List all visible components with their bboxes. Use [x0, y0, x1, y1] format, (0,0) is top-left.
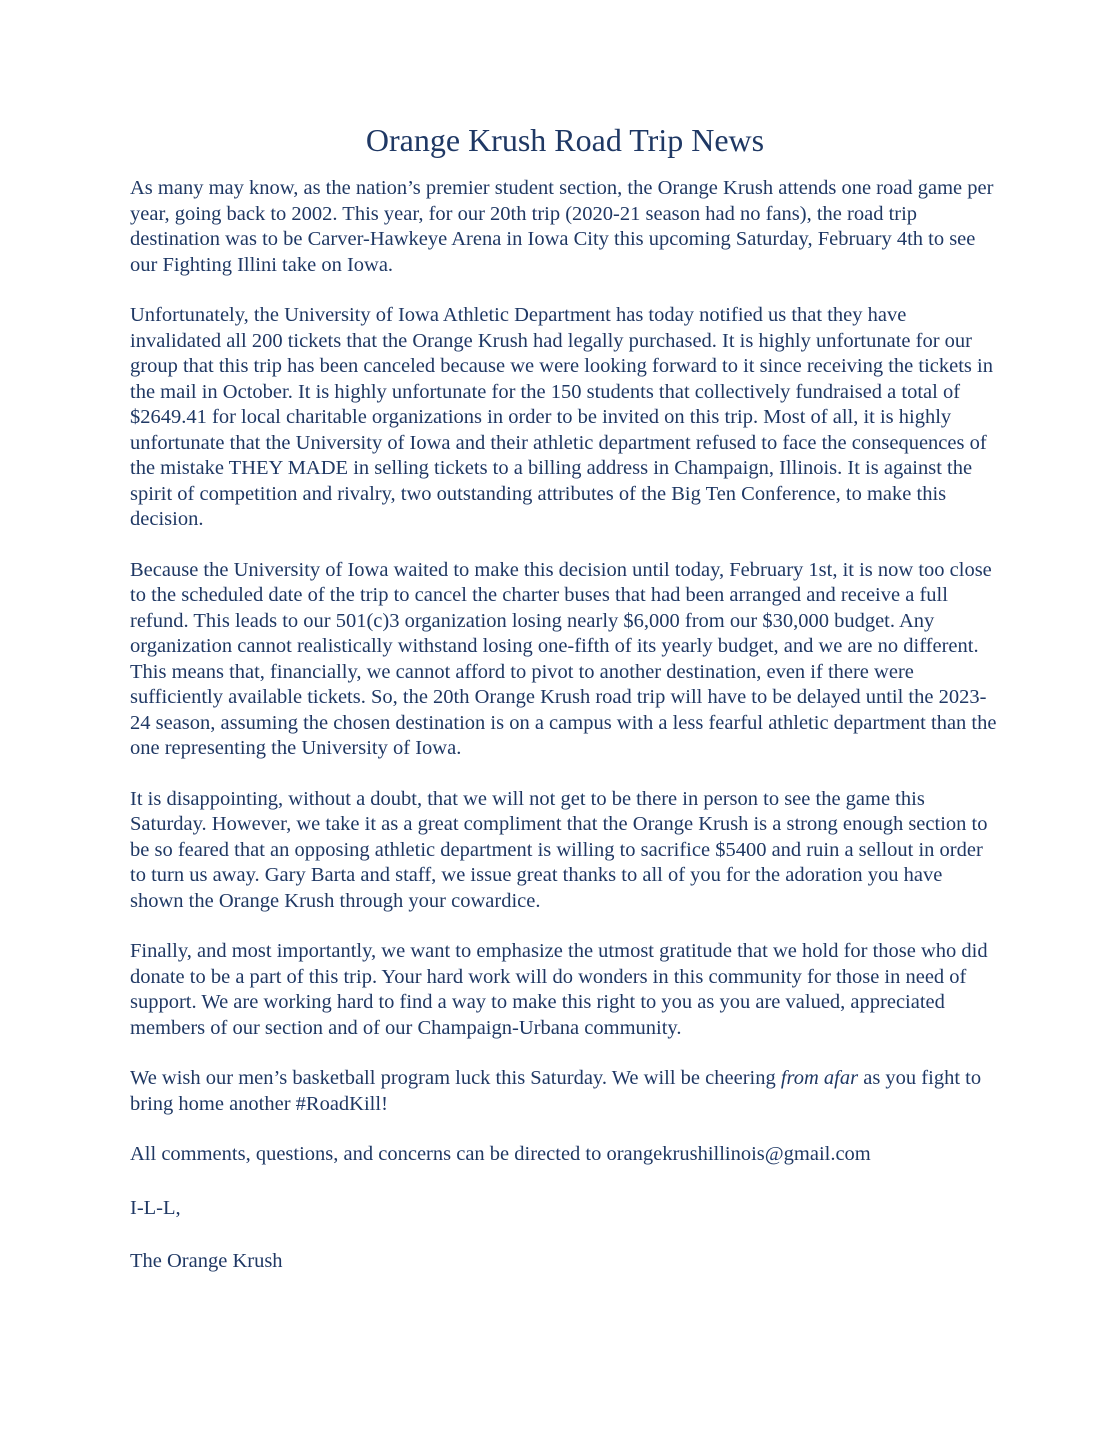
- paragraph-tickets-invalidated: Unfortunately, the University of Iowa Athletic Department has today notified us that they have invalidated all 200 tickets that the Orange Krush had legally purchased. It is highly unfortunate for our group that this trip has been canceled because we were looking forward to it since receiving the tickets in the mail in October. It is highly unfortunate for the 150 students that collectively fundraised a total of $2649.41 for local charitable organizations in order to be invited on this trip. Most of all, it is highly unfortunate that the University of Iowa and their athletic department refused to face the consequences of the mistake THEY MADE in selling tickets to a billing address in Champaign, Illinois. It is against the spirit of competition and rivalry, two outstanding attributes of the Big Ten Conference, to make this decision.: [130, 304, 993, 530]
- closing-line: I-L-L,: [130, 1196, 181, 1219]
- signature-line: The Orange Krush: [130, 1250, 283, 1272]
- paragraph-budget-impact: Because the University of Iowa waited to make this decision until today, February 1st, it is now too close to the scheduled date of the trip to cancel the charter buses that had been arranged and receive a full refund. This leads to our 501(c)3 organization losing nearly $6,000 from our $30,000 budget. Any organization cannot realistically withstand losing one-fifth of its yearly budget, and we are no different. This means that, financially, we cannot afford to pivot to another destination, even if there were sufficiently available tickets. So, the 20th Orange Krush road trip will have to be delayed until the 2023-24 season, assuming the chosen destination is on a campus with a less fearful athletic department than the one representing the University of Iowa.: [130, 558, 997, 759]
- document-title: Orange Krush Road Trip News: [365, 122, 765, 158]
- good-luck-text-end: as you fight to bring home another #RoadKill!: [130, 1067, 982, 1115]
- paragraph-good-luck: [130, 1066, 1000, 1117]
- paragraph-intro: As many may know, as the nation’s premier student section, the Orange Krush attends one road game per year, going back to 2002. This year, for our 20th trip (2020-21 season had no fans), the road trip destination was to be Carver-Hawkeye Arena in Iowa City this upcoming Saturday, February 4th to see our Fighting Illini take on Iowa.: [130, 177, 994, 276]
- paragraph-gratitude: Finally, and most importantly, we want to emphasize the utmost gratitude that we hold for those who did donate to be a part of this trip. Your hard work will do wonders in this community for those in need of support. We are working hard to find a way to make this right to you as you are valued, appreciated members of our section and of our Champaign-Urbana community.: [130, 940, 988, 1039]
- paragraph-disappointment: It is disappointing, without a doubt, that we will not get to be there in person to see the game this Saturday. However, we take it as a great compliment that the Orange Krush is a strong enough section to be so feared that an opposing athletic department is willing to sacrifice $5400 and ruin a sellout in order to turn us away. Gary Barta and staff, we issue great thanks to all of you for the adoration you have shown the Orange Krush through your cowardice.: [130, 787, 988, 912]
- good-luck-text-start: We wish our men’s basketball program luck this Saturday. We will be cheering: [130, 1067, 781, 1089]
- good-luck-emphasis: from afar: [780, 1067, 859, 1089]
- contact-line: All comments, questions, and concerns can be directed to orangekrushillinois@gmail.com: [130, 1143, 871, 1165]
- document-body: [130, 118, 1000, 1303]
